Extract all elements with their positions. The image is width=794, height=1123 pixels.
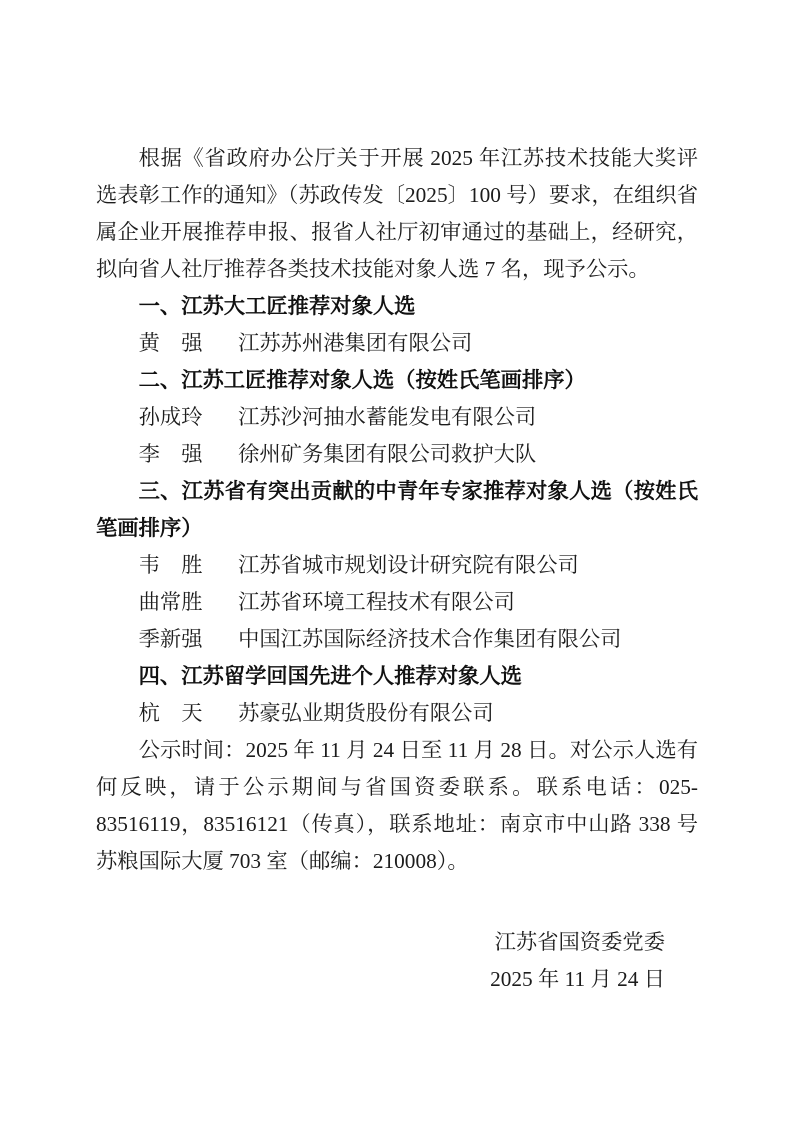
candidate-name: 黄 强 bbox=[138, 331, 203, 355]
candidate-organization: 江苏省环境工程技术有限公司 bbox=[238, 590, 515, 614]
intro-paragraph: 根据《省政府办公厅关于开展 2025 年江苏技术技能大奖评选表彰工作的通知》（苏政传发〔2025〕100 号）要求，在组织省属企业开展推荐申报、报省人社厅初审通过的基础上，经研究，拟向省人社厅推荐各类技术技能对象人选 7 名，现予公示。 bbox=[96, 146, 698, 281]
section-heading-3: 三、江苏省有突出贡献的中青年专家推荐对象人选（按姓氏笔画排序） bbox=[96, 479, 698, 540]
candidate-name: 杭 天 bbox=[138, 701, 203, 725]
section-heading-2: 二、江苏工匠推荐对象人选（按姓氏笔画排序） bbox=[138, 368, 586, 392]
candidate-organization: 徐州矿务集团有限公司救护大队 bbox=[238, 442, 537, 466]
list-item bbox=[96, 584, 698, 621]
list-item bbox=[96, 399, 698, 436]
list-item bbox=[96, 547, 698, 584]
notice-body bbox=[96, 140, 698, 998]
list-item bbox=[96, 695, 698, 732]
candidate-organization: 江苏沙河抽水蓄能发电有限公司 bbox=[238, 405, 537, 429]
candidate-organization: 江苏省城市规划设计研究院有限公司 bbox=[238, 553, 579, 577]
candidate-organization: 江苏苏州港集团有限公司 bbox=[238, 331, 473, 355]
candidate-organization: 苏豪弘业期货股份有限公司 bbox=[238, 701, 494, 725]
candidate-name: 季新强 bbox=[138, 627, 203, 651]
section-heading-1: 一、江苏大工匠推荐对象人选 bbox=[138, 294, 416, 318]
list-item bbox=[96, 325, 698, 362]
signature-block bbox=[96, 924, 698, 998]
signature-organization: 江苏省国资委党委 bbox=[494, 930, 665, 954]
candidate-organization: 中国江苏国际经济技术合作集团有限公司 bbox=[238, 627, 622, 651]
closing-paragraph: 公示时间：2025 年 11 月 24 日至 11 月 28 日。对公示人选有何反映，请于公示期间与省国资委联系。联系电话：025-83516119，83516121（传真），联系地址：南京市中山路 338 号苏粮国际大厦 703 室（邮编：210008）。 bbox=[96, 738, 698, 873]
candidate-name: 李 强 bbox=[138, 442, 203, 466]
section-heading-4: 四、江苏留学回国先进个人推荐对象人选 bbox=[138, 664, 522, 688]
candidate-name: 孙成玲 bbox=[138, 405, 203, 429]
list-item bbox=[96, 621, 698, 658]
candidate-name: 曲常胜 bbox=[138, 590, 203, 614]
candidate-name: 韦 胜 bbox=[138, 553, 203, 577]
signature-date: 2025 年 11 月 24 日 bbox=[490, 967, 665, 991]
list-item bbox=[96, 436, 698, 473]
